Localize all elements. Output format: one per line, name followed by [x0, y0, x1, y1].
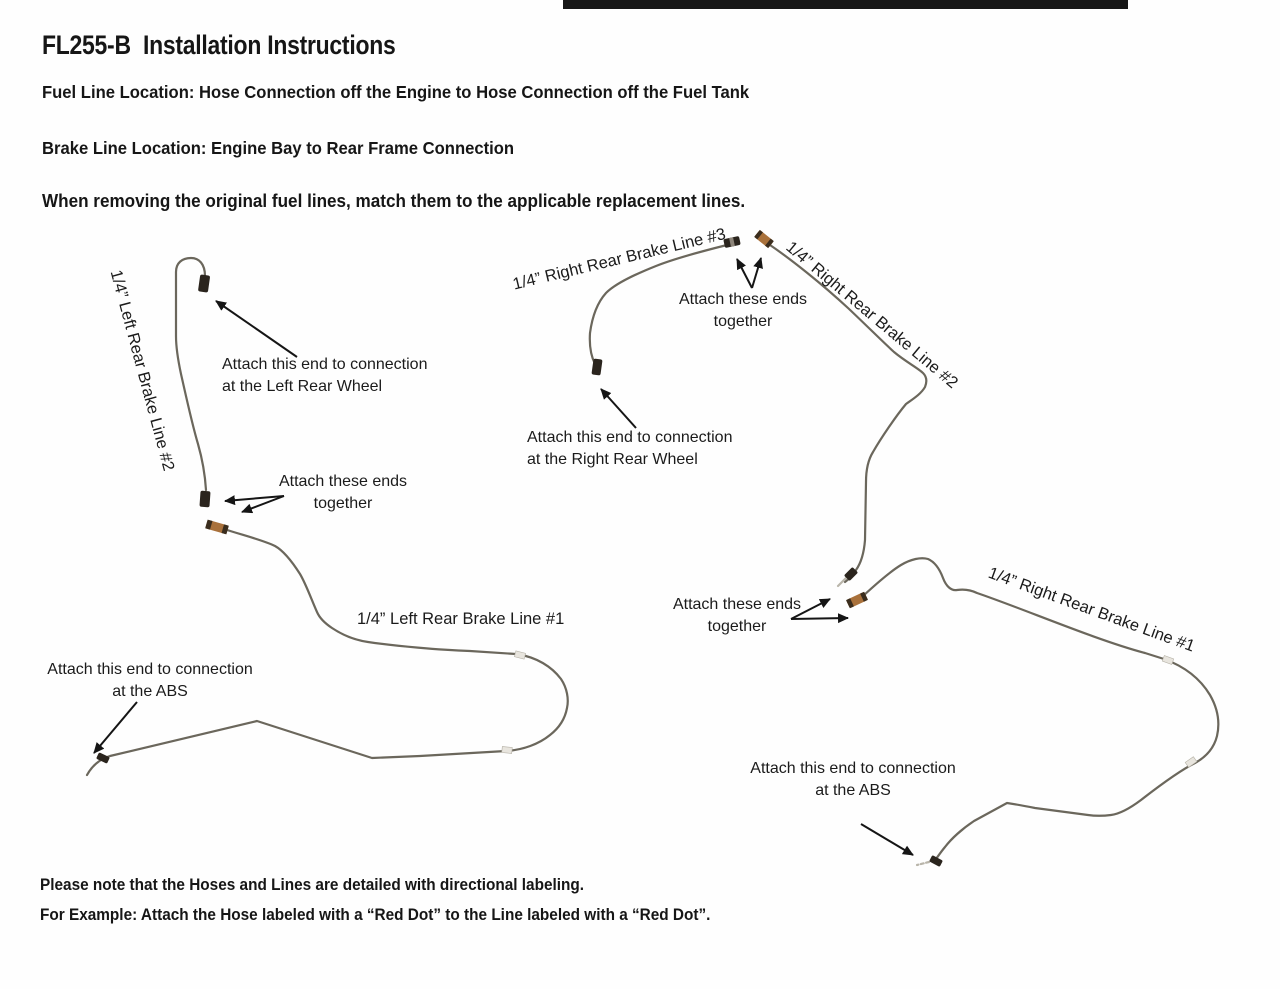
- label-right-rear-brake-line-2: 1/4” Right Rear Brake Line #2: [782, 238, 962, 393]
- note-left-abs-line1: Attach this end to connection: [47, 661, 253, 678]
- note-left-abs-line2: at the ABS: [112, 683, 188, 700]
- left-line2-top-fitting: [198, 274, 210, 292]
- note-mid-ends-line1: Attach these ends: [678, 291, 808, 308]
- label-right-rear-brake-line-3: 1/4” Right Rear Brake Line #3: [511, 225, 728, 294]
- footer-note-line1: Please note that the Hoses and Lines are detailed with directional labeling.: [40, 876, 585, 894]
- note-left-wheel-line2: at the Left Rear Wheel: [222, 378, 383, 395]
- note-right-wheel-line1: Attach this end to connection: [527, 429, 733, 446]
- note-right-abs: [740, 758, 966, 802]
- removal-note-heading: When removing the original fuel lines, match them to the applicable replacement lines.: [42, 191, 746, 211]
- label-left-rear-brake-line-1: 1/4” Left Rear Brake Line #1: [357, 610, 565, 628]
- note-left-abs: [34, 659, 266, 703]
- left-line1-union-lower: [502, 746, 513, 753]
- right-line1-tube-tip: [917, 862, 929, 865]
- right-line1-end-fitting: [929, 855, 943, 867]
- note-right-abs-line2: at the ABS: [815, 782, 891, 799]
- note-left-wheel: [222, 354, 427, 398]
- arrow-left-abs: [94, 702, 137, 753]
- note-right-ends-line2: together: [707, 618, 767, 635]
- left-brake-line-1-path: [87, 529, 568, 775]
- note-left-ends-line1: Attach these ends: [278, 473, 408, 490]
- label-left-rear-brake-line-2: 1/4” Left Rear Brake Line #2: [106, 268, 178, 473]
- note-mid-ends-together: [672, 289, 814, 333]
- note-left-ends-line2: together: [313, 495, 373, 512]
- note-right-wheel-line2: at the Right Rear Wheel: [527, 451, 698, 468]
- note-left-wheel-line1: Attach this end to connection: [222, 356, 428, 373]
- note-right-ends-line1: Attach these ends: [672, 596, 802, 613]
- footer-note-line2: For Example: Attach the Hose labeled with a “Red Dot” to the Line labeled with a “Red Dot”.: [40, 906, 711, 924]
- left-brake-line-2-path: [176, 258, 206, 490]
- arrow-right-wheel: [601, 389, 636, 428]
- left-line1-union-upper: [514, 651, 525, 659]
- arrow-left-wheel: [216, 301, 297, 357]
- right-line1-union-upper: [1162, 655, 1173, 664]
- right-brake-line-1-path: [863, 558, 1218, 860]
- note-right-wheel: [527, 427, 732, 471]
- arrow-mid-ends-right: [752, 258, 761, 288]
- page-title: FL255-B Installation Instructions: [42, 30, 396, 60]
- left-line1-brass-fitting: [205, 520, 229, 535]
- right-line1-union-lower: [1185, 757, 1197, 768]
- left-line2-bottom-fitting: [199, 491, 210, 508]
- fuel-line-location-heading: Fuel Line Location: Hose Connection off the Engine to Hose Connection off the Fuel Tank: [42, 82, 750, 102]
- note-left-ends-together: [272, 471, 414, 515]
- note-right-abs-line1: Attach this end to connection: [750, 760, 956, 777]
- arrow-right-abs: [861, 824, 913, 855]
- brake-line-location-heading: Brake Line Location: Engine Bay to Rear Frame Connection: [42, 138, 515, 158]
- note-right-ends-together: [666, 594, 808, 638]
- right-line1-brass-fitting: [846, 592, 868, 609]
- label-right-rear-brake-line-1: 1/4” Right Rear Brake Line #1: [985, 564, 1198, 656]
- note-mid-ends-line2: together: [713, 313, 773, 330]
- arrow-mid-ends-left: [737, 259, 752, 288]
